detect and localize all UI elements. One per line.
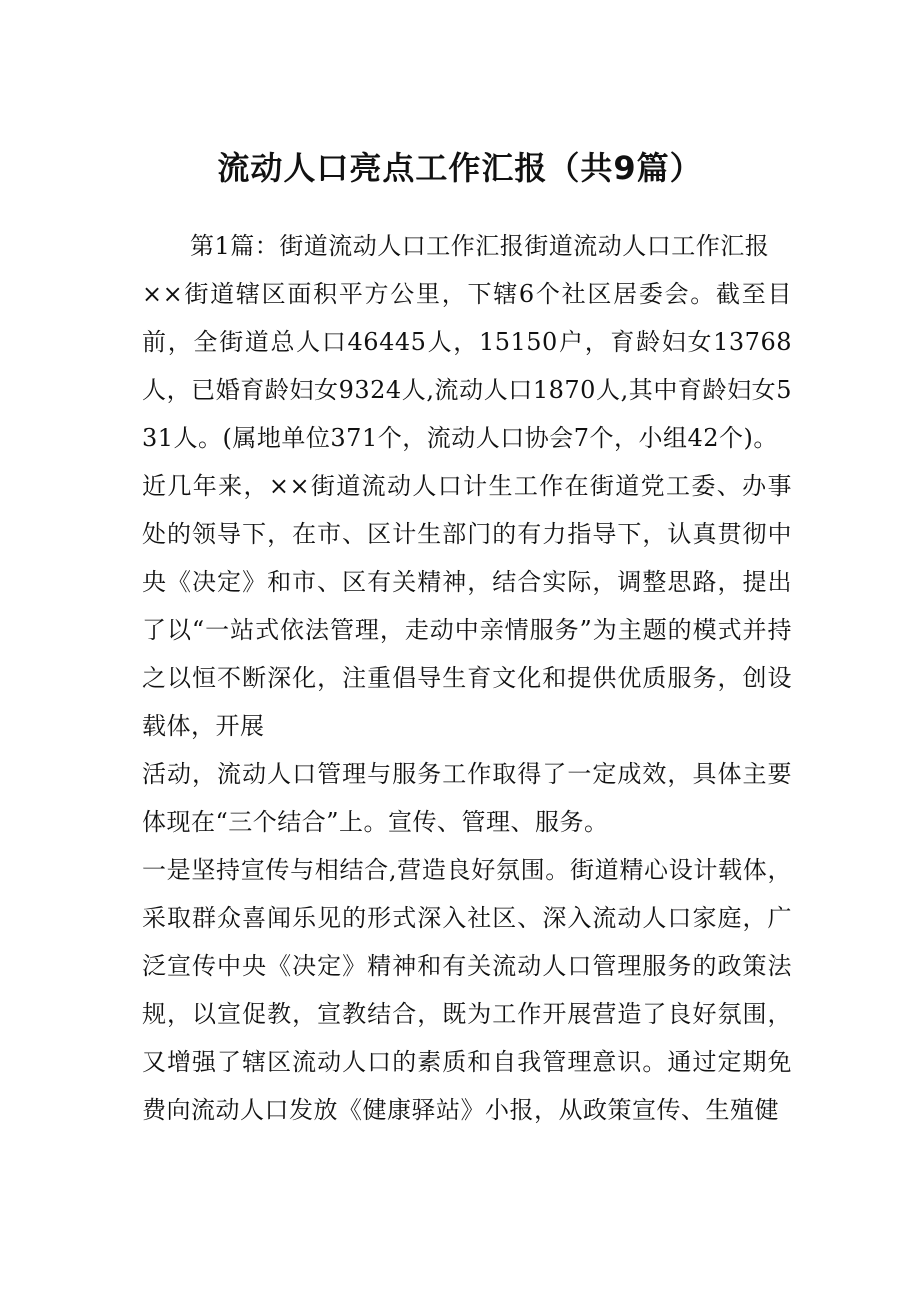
- paragraph-section-heading: 第1篇：街道流动人口工作汇报街道流动人口工作汇报: [190, 232, 770, 260]
- document-title: 流动人口亮点工作汇报（共9篇）: [217, 149, 703, 187]
- paragraph-background: 近几年来，××街道流动人口计生工作在街道党工委、办事处的领导下，在市、区计生部门的有力指导下，认真贯彻中央《决定》和市、区有关精神，结合实际，调整思路，提出了以“一站式依法管理，走动中亲情服务”为主题的模式并持之以恒不断深化，注重倡导生育文化和提供优质服务，创设载体，开展: [142, 472, 792, 740]
- paragraph-achievements: 活动，流动人口管理与服务工作取得了一定成效，具体主要体现在“三个结合”上。宣传、管理、服务。: [142, 760, 792, 836]
- paragraph-point-one: 一是坚持宣传与相结合,营造良好氛围。街道精心设计载体，采取群众喜闻乐见的形式深入社区、深入流动人口家庭，广泛宣传中央《决定》精神和有关流动人口管理服务的政策法规，以宣促教，宣教结合，既为工作开展营造了良好氛围，又增强了辖区流动人口的素质和自我管理意识。通过定期免费向流动人口发放《健康驿站》小报，从政策宣传、生殖健: [142, 856, 792, 1124]
- document-body: [142, 222, 792, 1134]
- paragraph-overview: ××街道辖区面积平方公里，下辖6个社区居委会。截至目前，全街道总人口46445人，15150户，育龄妇女13768人，已婚育龄妇女9324人,流动人口1870人,其中育龄妇女531人。(属地单位371个，流动人口协会7个，小组42个)。: [142, 280, 792, 452]
